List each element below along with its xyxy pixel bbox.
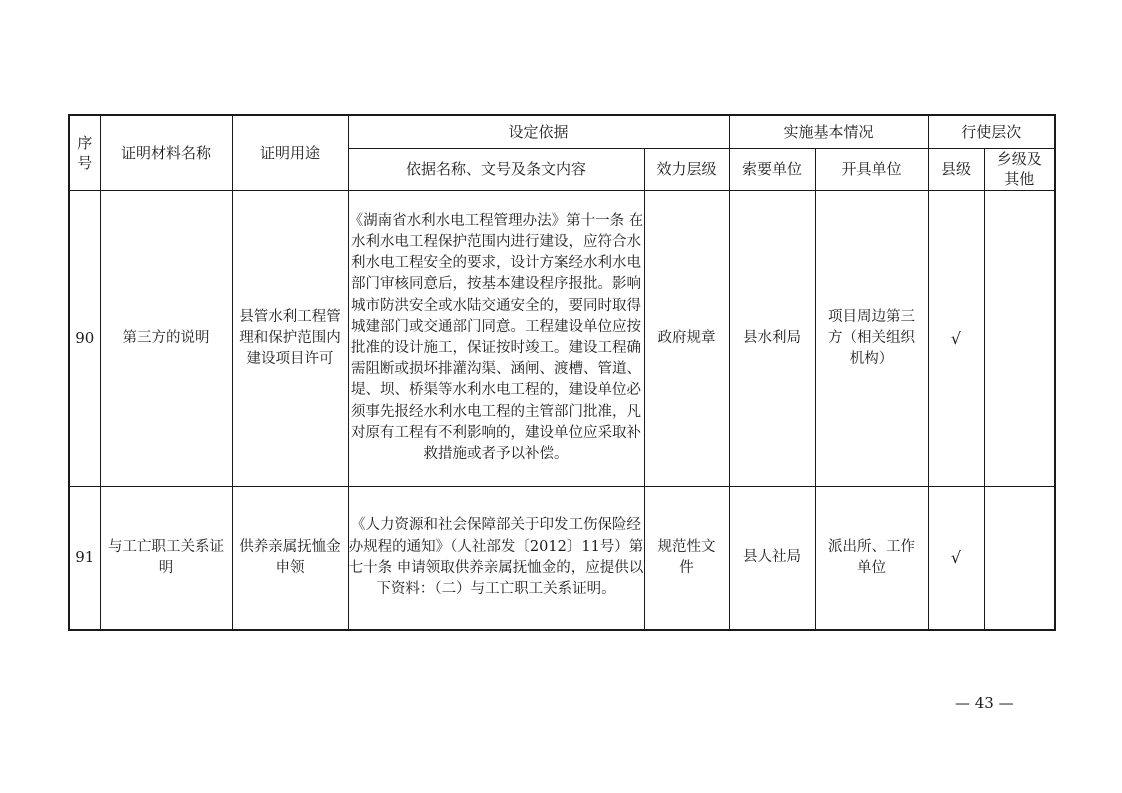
row-county-check: √ — [928, 486, 984, 630]
header-exercise-group: 行使层次 — [928, 115, 1055, 148]
header-issuing-unit: 开具单位 — [815, 148, 928, 190]
row-purpose: 供养亲属抚恤金申领 — [232, 486, 348, 630]
header-township: 乡级及其他 — [984, 148, 1055, 190]
row-requesting-unit: 县人社局 — [729, 486, 815, 630]
header-basis-level: 效力层级 — [644, 148, 729, 190]
row-township — [984, 190, 1055, 486]
page-number: — 43 — — [955, 694, 1014, 712]
row-requesting-unit: 县水利局 — [729, 190, 815, 486]
row-purpose: 县管水利工程管理和保护范围内建设项目许可 — [232, 190, 348, 486]
header-purpose: 证明用途 — [232, 115, 348, 190]
header-impl-group: 实施基本情况 — [729, 115, 928, 148]
header-basis-content: 依据名称、文号及条文内容 — [348, 148, 644, 190]
header-requesting-unit: 索要单位 — [729, 148, 815, 190]
table-row — [69, 190, 1055, 486]
row-basis-level: 规范性文件 — [644, 486, 729, 630]
row-basis-content: 《湖南省水利水电工程管理办法》第十一条 在水利水电工程保护范围内进行建设，应符合水利水电工程安全的要求，设计方案经水利水电部门审核同意后，按基本建设程序报批。影响城市防洪安全或水陆交通安全的，要同时取得城建部门或交通部门同意。工程建设单位应按批准的设计施工，保证按时竣工。建设工程确需阻断或损坏排灌沟渠、涵闸、渡槽、管道、堤、坝、桥渠等水利水电工程的，建设单位必须事先报经水利水电工程的主管部门批准，凡对原有工程有不利影响的，建设单位应采取补救措施或者予以补偿。 — [348, 190, 644, 486]
row-basis-level: 政府规章 — [644, 190, 729, 486]
row-material-name: 第三方的说明 — [100, 190, 232, 486]
header-seq: 序号 — [69, 115, 100, 190]
row-seq: 91 — [69, 486, 100, 630]
row-seq: 90 — [69, 190, 100, 486]
row-township — [984, 486, 1055, 630]
header-material-name: 证明材料名称 — [100, 115, 232, 190]
header-county: 县级 — [928, 148, 984, 190]
certificate-table — [68, 114, 1056, 631]
header-basis-group: 设定依据 — [348, 115, 729, 148]
row-county-check: √ — [928, 190, 984, 486]
row-material-name: 与工亡职工关系证明 — [100, 486, 232, 630]
row-issuing-unit: 项目周边第三方（相关组织机构） — [815, 190, 928, 486]
row-basis-content: 《人力资源和社会保障部关于印发工伤保险经办规程的通知》（人社部发〔2012〕11号）第七十条 申请领取供养亲属抚恤金的，应提供以下资料：（二）与工亡职工关系证明。 — [348, 486, 644, 630]
table-row — [69, 486, 1055, 630]
row-issuing-unit: 派出所、工作单位 — [815, 486, 928, 630]
